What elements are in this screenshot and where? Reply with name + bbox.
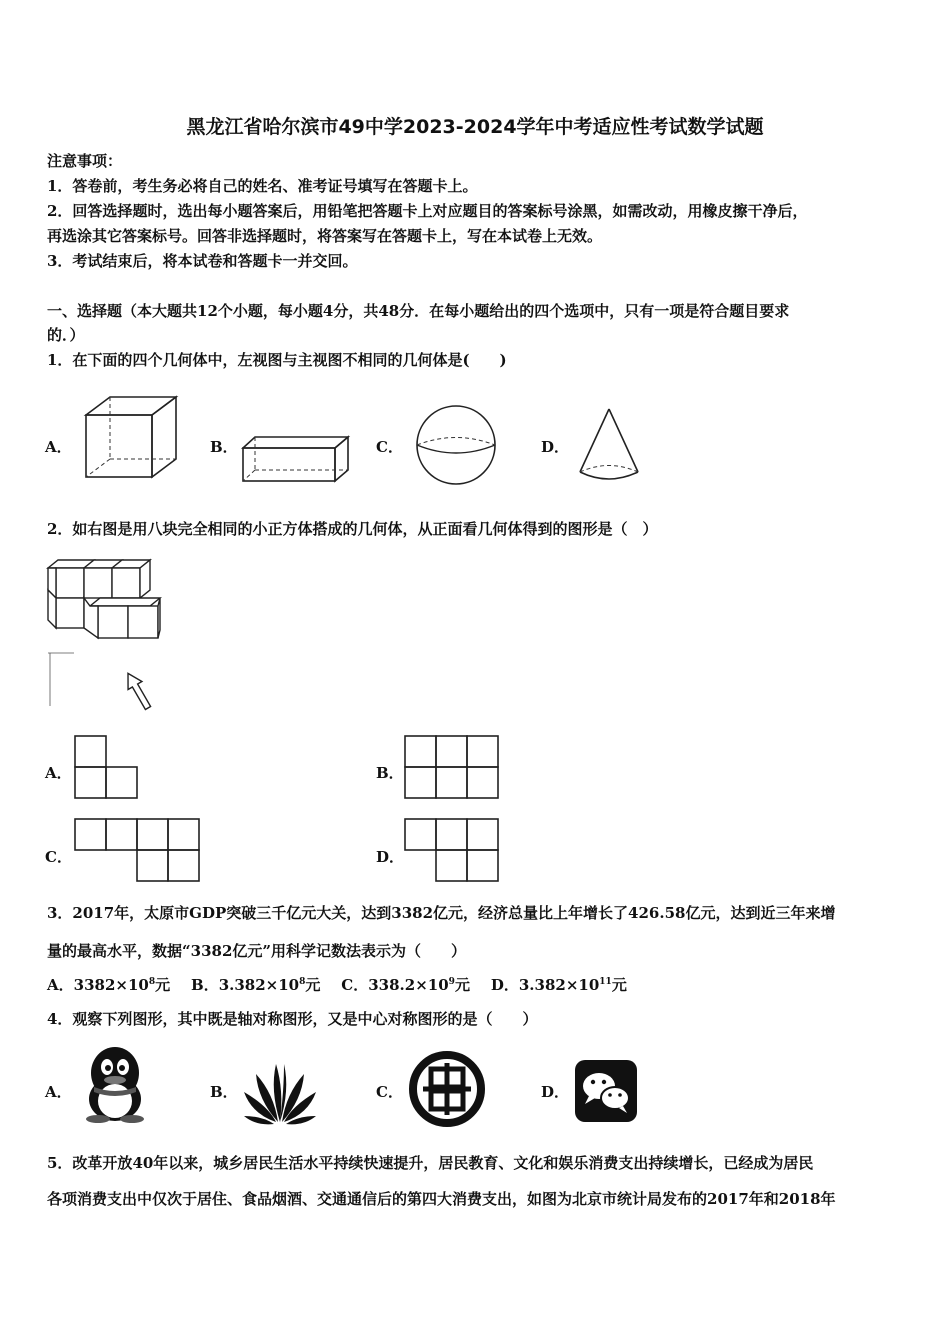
q3-option-a: A．$3382\times 10^8$元 [47, 976, 171, 994]
notice-item: 2．回答选择题时，选出每小题答案后，用铅笔把答题卡上对应题目的答案标号涂黑，如需改动，用橡皮擦干净后， [47, 202, 808, 220]
q5-stem-cont: 各项消费支出中仅次于居住、食品烟酒、交通通信后的第四大消费支出，如图为北京市统计局发布的2017年和2018年 [47, 1190, 836, 1208]
q2-option-d-figure [403, 817, 501, 884]
huawei-logo [240, 1060, 320, 1128]
q4-option-d-label: D． [541, 1083, 570, 1101]
q4-stem: 4．观察下列图形，其中既是轴对称图形，又是中心对称图形的是（ ） [47, 1010, 538, 1028]
q2-option-c-figure [73, 817, 203, 884]
bank-logo [407, 1049, 487, 1129]
q3-stem-cont: 量的最高水平，数据“3382亿元”用科学记数法表示为（ ） [47, 942, 467, 960]
q4-option-c-label: C． [376, 1083, 403, 1101]
q3-option-d: D．$3.382\times 10^{11}$元 [490, 976, 627, 994]
notice-item: 再选涂其它答案标号。回答非选择题时，将答案写在答题卡上，写在本试卷上无效。 [47, 227, 603, 245]
q4-option-b-label: B． [210, 1083, 238, 1101]
wechat-logo [573, 1058, 639, 1124]
page-title: 黑龙江省哈尔滨市49中学2023-2024学年中考适应性考试数学试题 [186, 116, 764, 138]
q3-options [47, 975, 627, 995]
section-heading: 一、选择题（本大题共12个小题，每小题4分，共48分．在每小题给出的四个选项中，只有一项是符合题目要求 [47, 302, 790, 320]
cone-figure [576, 406, 642, 484]
notice-item: 3．考试结束后，将本试卷和答题卡一并交回。 [47, 252, 358, 270]
q1-stem: 1．在下面的四个几何体中，左视图与主视图不相同的几何体是( ) [47, 351, 507, 369]
q2-option-b-figure [403, 734, 501, 801]
q2-option-d-label: D． [376, 848, 405, 866]
q3-stem: 3．2017年，太原市GDP突破三千亿元大关，达到3382亿元，经济总量比上年增长了426.58亿元，达到近三年来增 [47, 904, 836, 922]
stacked-cubes-figure [44, 558, 169, 723]
q3-option-b: B．$3.382\times 10^8$元 [191, 976, 321, 994]
q1-option-c-label: C． [376, 438, 403, 456]
q2-stem: 2．如右图是用八块完全相同的小正方体搭成的几何体，从正面看几何体得到的图形是（ ） [47, 520, 658, 538]
notice-item: 1．答卷前，考生务必将自己的姓名、准考证号填写在答题卡上。 [47, 177, 478, 195]
q2-option-c-label: C． [45, 848, 72, 866]
notice-heading: 注意事项： [47, 152, 123, 170]
q2-option-a-label: A． [45, 764, 72, 782]
penguin-logo [74, 1043, 156, 1123]
q3-option-c: C．$338.2\times 10^9$元 [341, 976, 470, 994]
section-heading-cont: 的．） [47, 326, 85, 344]
q1-option-d-label: D． [541, 438, 570, 456]
q2-option-b-label: B． [376, 764, 404, 782]
q1-option-a-label: A． [45, 438, 72, 456]
cube-figure [80, 393, 190, 483]
cuboid-figure [240, 434, 355, 484]
q4-option-a-label: A． [45, 1083, 72, 1101]
q2-option-a-figure [73, 734, 139, 801]
q5-stem: 5．改革开放40年以来，城乡居民生活水平持续快速提升，居民教育、文化和娱乐消费支出持续增长，已经成为居民 [47, 1154, 814, 1172]
sphere-figure [414, 403, 498, 487]
q1-option-b-label: B． [210, 438, 238, 456]
